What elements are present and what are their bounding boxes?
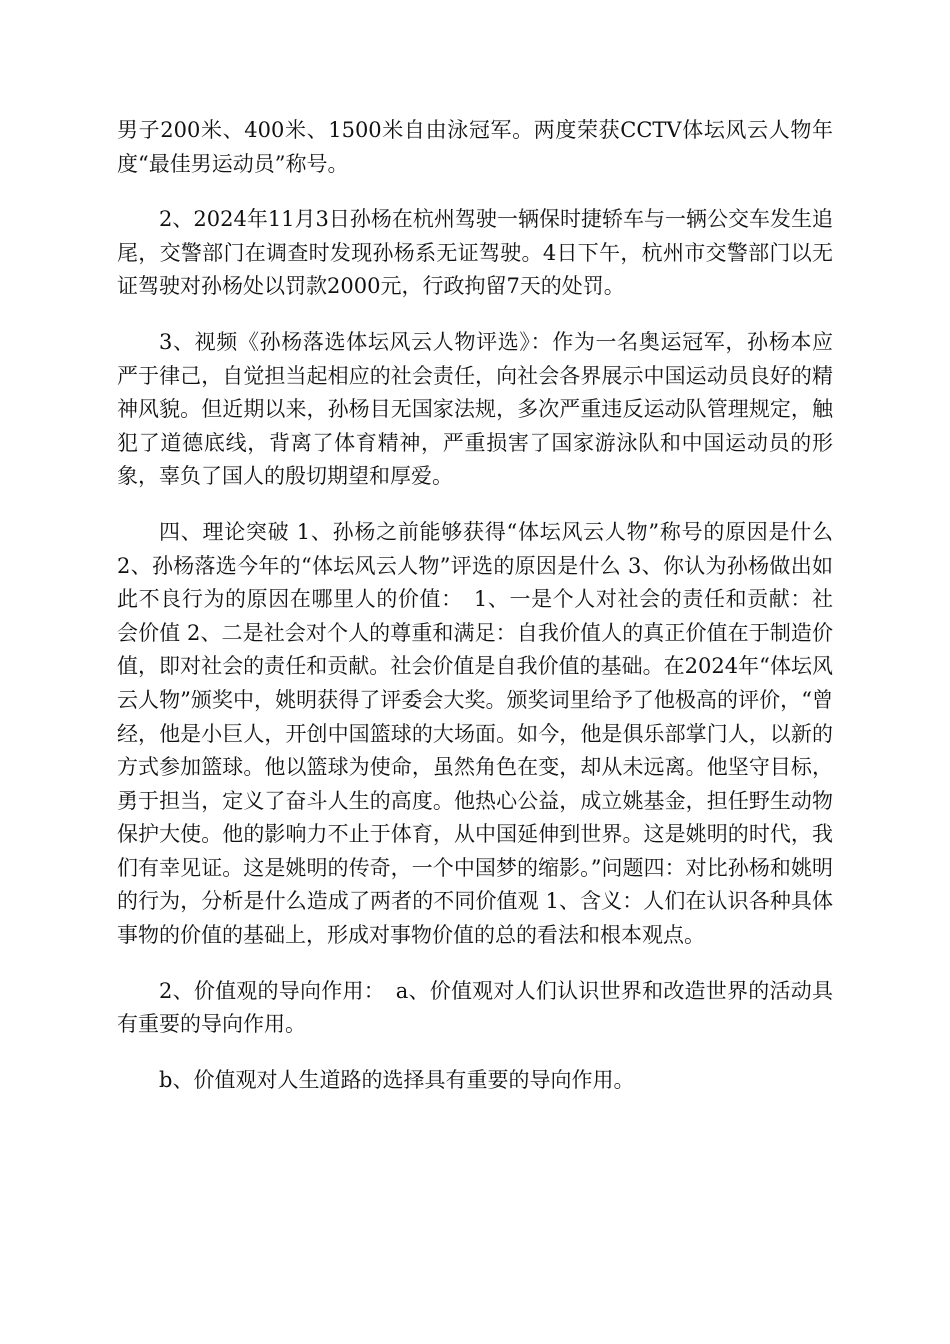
paragraph-1: 男子200米、400米、1500米自由泳冠军。两度荣获CCTV体坛风云人物年度“最佳男运动员”称号。: [117, 118, 833, 176]
document-body: [117, 114, 833, 1119]
paragraph-4: 四、理论突破 1、孙杨之前能够获得“体坛风云人物”称号的原因是什么 2、孙杨落选今年的“体坛风云人物”评选的原因是什么 3、你认为孙杨做出如此不良行为的原因在哪里人的价值： 1、一是个人对社会的责任和贡献：社会价值 2、二是社会对个人的尊重和满足：自我价值人的真正价值在于制造价值，即对社会的责任和贡献。社会价值是自我价值的基础。在2024年“体坛风云人物”颁奖中，姚明获得了评委会大奖。颁奖词里给予了他极高的评价，“曾经，他是小巨人，开创中国篮球的大场面。如今，他是俱乐部掌门人，以新的方式参加篮球。他以篮球为使命，虽然角色在变，却从未远离。他坚守目标，勇于担当，定义了奋斗人生的高度。他热心公益，成立姚基金，担任野生动物保护大使。他的影响力不止于体育，从中国延伸到世界。这是姚明的时代，我们有幸见证。这是姚明的传奇，一个中国梦的缩影。”问题四：对比孙杨和姚明的行为，分析是什么造成了两者的不同价值观 1、含义：人们在认识各种具体事物的价值的基础上，形成对事物价值的总的看法和根本观点。: [117, 519, 833, 948]
paragraph-6: b、价值观对人生道路的选择具有重要的导向作用。: [159, 1067, 635, 1092]
paragraph-2: 2、2024年11月3日孙杨在杭州驾驶一辆保时捷轿车与一辆公交车发生追尾，交警部门在调查时发现孙杨系无证驾驶。4日下午，杭州市交警部门以无证驾驶对孙杨处以罚款2000元，行政拘留7天的处罚。: [117, 207, 833, 299]
paragraph-3: 3、视频《孙杨落选体坛风云人物评选》：作为一名奥运冠军，孙杨本应严于律己，自觉担当起相应的社会责任，向社会各界展示中国运动员良好的精神风貌。但近期以来，孙杨目无国家法规，多次严重违反运动队管理规定，触犯了道德底线，背离了体育精神，严重损害了国家游泳队和中国运动员的形象，辜负了国人的殷切期望和厚爱。: [117, 329, 833, 489]
paragraph-5: 2、价值观的导向作用： a、价值观对人们认识世界和改造世界的活动具有重要的导向作用。: [117, 978, 833, 1037]
